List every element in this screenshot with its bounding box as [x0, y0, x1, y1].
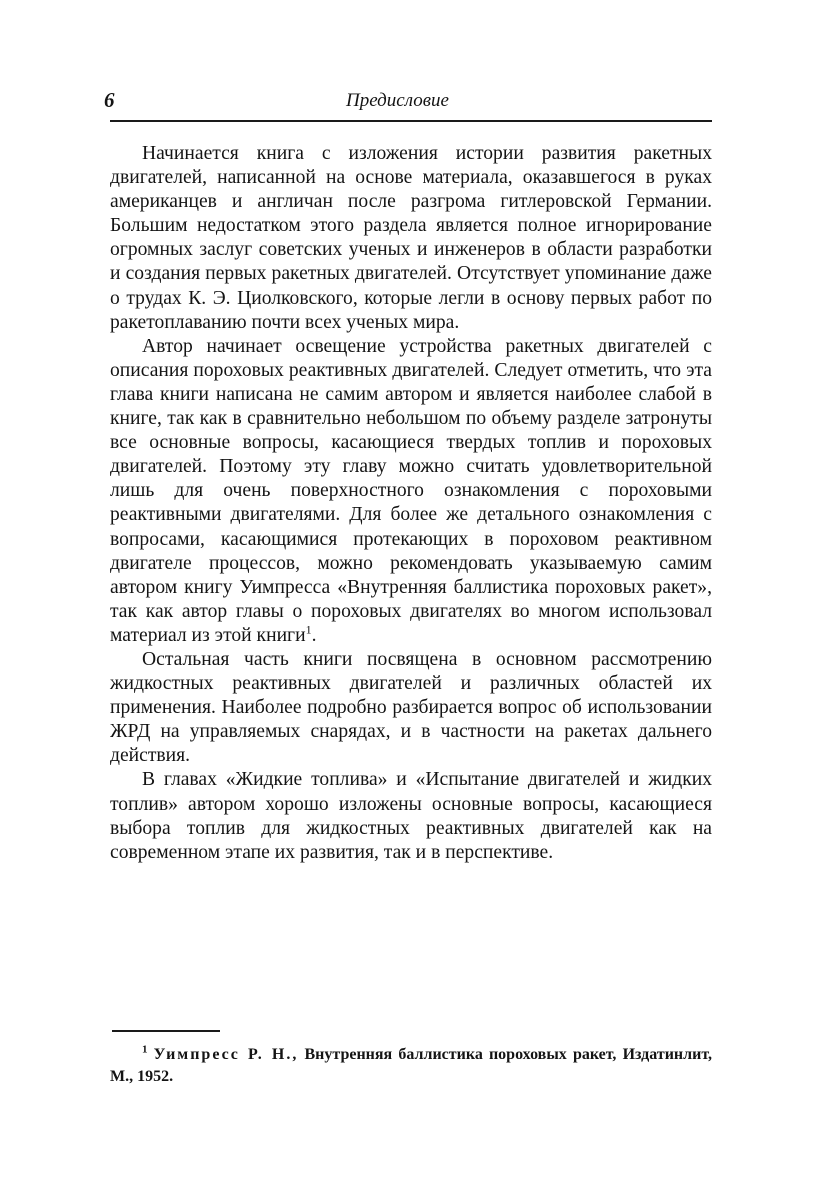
footnote-divider — [112, 1030, 220, 1032]
paragraph-text: Автор начинает освещение устройства ракетных двигателей с описания пороховых реактивных двигателей. Следует отметить, что эта глава книги написана не самим автором и является наиболее слабой в книге, так как в сравнительно небольшом по объему разделе затронуты все основные вопросы, касающиеся твердых топлив и пороховых двигателей. Поэтому эту главу можно считать удовлетворительной лишь для очень поверхностного ознакомления с пороховыми реактивными двигателями. Для более же детального ознакомления с вопросами, касающимися протекающих в пороховом реактивном двигателе процессов, можно рекомендовать указываемую самим автором книгу Уимпресса «Внутренняя баллистика пороховых ракет», так как автор главы о пороховых двигателях во многом использовал материал из этой книги — [110, 335, 712, 646]
paragraph — [110, 335, 712, 648]
paragraph-tail: . — [311, 624, 317, 646]
paragraph-text: Остальная часть книги посвящена в основном рассмотрению жидкостных реактивных двигателей и различных областей их применения. Наиболее подробно разбирается вопрос об использовании ЖРД на управляемых снарядах, и в частности на ракетах дальнего действия. — [110, 648, 712, 767]
running-title: Предисловие — [346, 90, 449, 111]
paragraph — [110, 142, 712, 335]
paragraph-text: Начинается книга с изложения истории развития ракетных двигателей, написанной на основе материала, оказавшегося в руках американцев и англичан после разгрома гитлеровской Германии. Большим недостатком этого раздела является полное игнорирование огромных заслуг советских ученых и инженеров в области разработки и создания первых ракетных двигателей. Отсутствует упоминание даже о трудах К. Э. Циолковского, которые легли в основу первых работ по ракетоплаванию почти всех ученых мира. — [110, 143, 712, 333]
paragraph — [110, 648, 712, 768]
footnote — [110, 1044, 712, 1088]
paragraph-text: В главах «Жидкие топлива» и «Испытание двигателей и жидких топлив» автором хорошо изложены основные вопросы, касающиеся выбора топлив для жидкостных реактивных двигателей как на современном этапе их развития, так и в перспективе. — [110, 769, 712, 863]
footnote-text: Внутренняя баллистика пороховых ракет, Издатинлит, М., 1952. — [110, 1046, 712, 1085]
paragraph — [110, 768, 712, 864]
footnote-number: 1 — [142, 1043, 148, 1056]
page-number: 6 — [104, 88, 115, 112]
page-header — [104, 86, 712, 122]
footnote-author: Уимпресс Р. Н., — [153, 1046, 299, 1063]
footnote-reference: 1 — [305, 622, 312, 637]
body-text — [110, 142, 712, 865]
